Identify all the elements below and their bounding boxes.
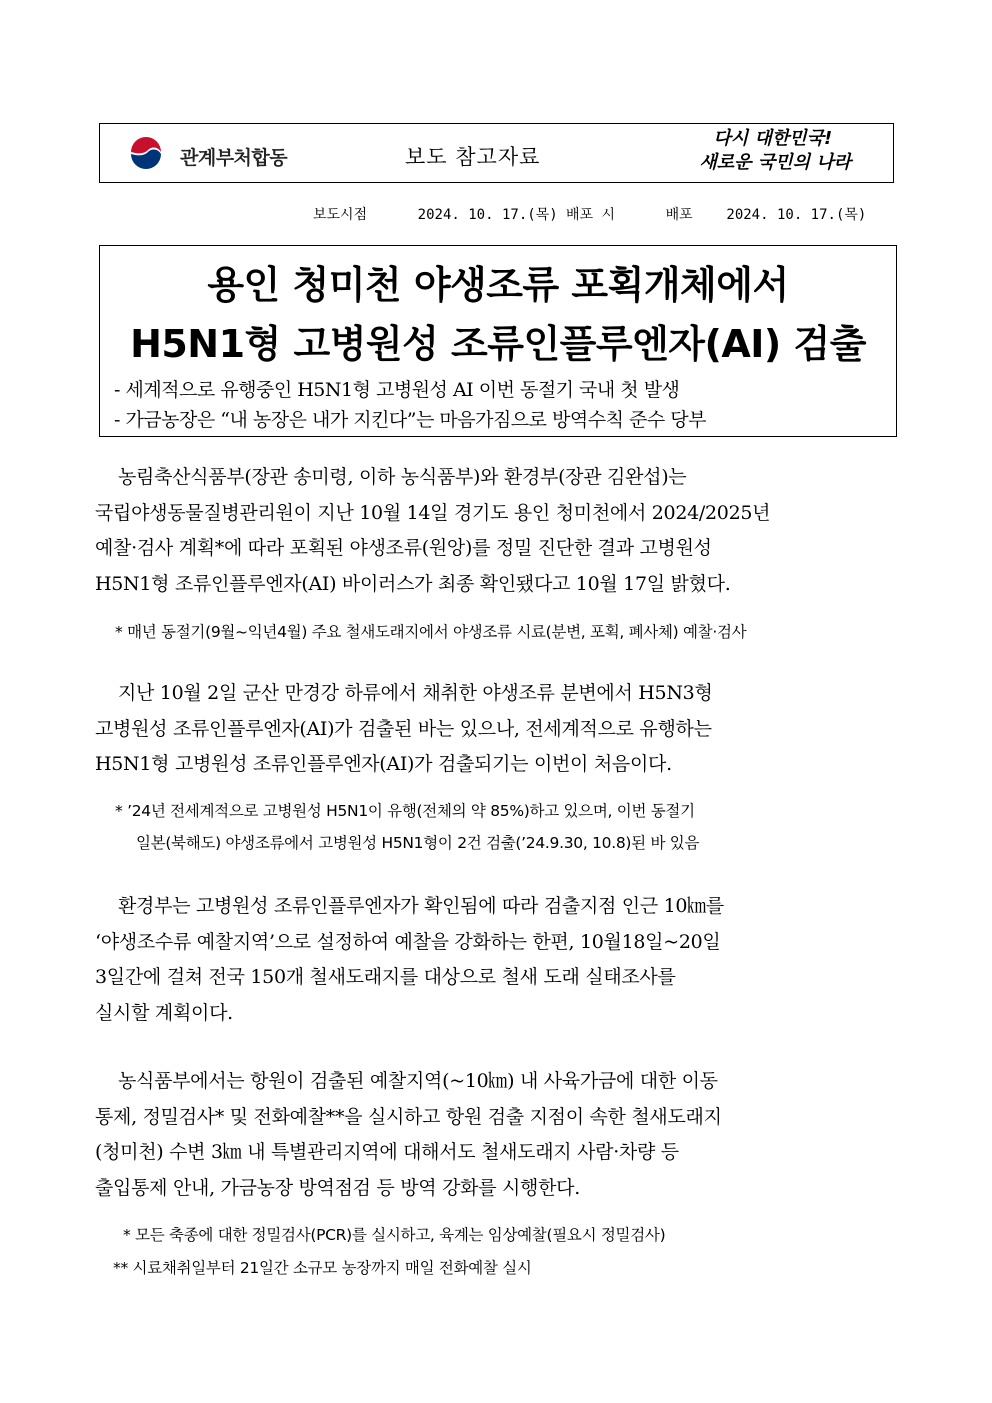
footnote-2a: * ’24년 전세계적으로 고병원성 H5N1이 유행(전체의 약 85%)하고 있으며, 이번 동절기 xyxy=(115,802,695,820)
paragraph-1 xyxy=(95,460,897,602)
paragraph-line: 통제, 정밀검사* 및 전화예찰**을 실시하고 항원 검출 지점이 속한 철새도래지 xyxy=(95,1105,722,1128)
slogan-line-2: 새로운 국민의 나라 xyxy=(699,152,851,173)
org-name: 관계부처합동 xyxy=(180,147,288,169)
footnote-2b: 일본(북해도) 야생조류에서 고병원성 H5N1형이 2건 검출(’24.9.30, 10.8)된 바 있음 xyxy=(136,834,700,852)
paragraph-line: H5N1형 고병원성 조류인플루엔자(AI)가 검출되기는 이번이 처음이다. xyxy=(95,753,672,775)
paragraph-line: 국립야생동물질병관리원이 지난 10월 14일 경기도 용인 청미천에서 2024/2025년 xyxy=(95,501,771,524)
paragraph-4 xyxy=(95,1064,897,1206)
title-line-1: 용인 청미천 야생조류 포획개체에서 xyxy=(207,263,789,307)
paragraph-line: H5N1형 조류인플루엔자(AI) 바이러스가 최종 확인됐다고 10월 17일 밝혔다. xyxy=(95,572,731,595)
footnote-4b: ** 시료채취일부터 21일간 소규모 농장까지 매일 전화예찰 실시 xyxy=(113,1259,532,1277)
release-info: 보도시점 2024. 10. 17.(목) 배포 시 배포 2024. 10. 17.(목) xyxy=(313,207,867,223)
footnote-4a: * 모든 축종에 대한 정밀검사(PCR)를 실시하고, 육계는 임상예찰(필요시 정밀검사) xyxy=(123,1226,666,1244)
doc-type-label: 보도 참고자료 xyxy=(405,145,541,169)
paragraph-line: (청미천) 수변 3㎞ 내 특별관리지역에 대해서도 철새도래지 사람·차량 등 xyxy=(95,1141,679,1163)
paragraph-line: 농식품부에서는 항원이 검출된 예찰지역(~10㎞) 내 사육가금에 대한 이동 xyxy=(95,1070,718,1092)
paragraph-line: 예찰·검사 계획*에 따라 포획된 야생조류(원앙)를 정밀 진단한 결과 고병원성 xyxy=(95,537,712,559)
title-line-2: H5N1형 고병원성 조류인플루엔자(AI) 검출 xyxy=(130,322,866,366)
paragraph-line: 3일간에 걸쳐 전국 150개 철새도래지를 대상으로 철새 도래 실태조사를 xyxy=(95,966,676,988)
paragraph-3 xyxy=(95,889,897,1031)
paragraph-line: 실시할 계획이다. xyxy=(95,1001,233,1024)
footnote-1: * 매년 동절기(9월~익년4월) 주요 철새도래지에서 야생조류 시료(분변, 포획, 폐사체) 예찰·검사 xyxy=(115,623,747,641)
subtitle-2: - 가금농장은 “내 농장은 내가 지킨다”는 마음가짐으로 방역수칙 준수 당부 xyxy=(114,409,706,431)
paragraph-line: 환경부는 고병원성 조류인플루엔자가 확인됨에 따라 검출지점 인근 10㎞를 xyxy=(95,895,724,917)
subtitle-1: - 세계적으로 유행중인 H5N1형 고병원성 AI 이번 동절기 국내 첫 발생 xyxy=(114,379,680,401)
government-emblem-icon xyxy=(128,135,164,171)
paragraph-line: 출입통제 안내, 가금농장 방역점검 등 방역 강화를 시행한다. xyxy=(95,1176,580,1199)
title-box xyxy=(99,245,897,437)
header-box xyxy=(99,123,894,183)
paragraph-line: 지난 10월 2일 군산 만경강 하류에서 채취한 야생조류 분변에서 H5N3형 xyxy=(95,682,713,704)
paragraph-2 xyxy=(95,676,897,783)
paragraph-line: 고병원성 조류인플루엔자(AI)가 검출된 바는 있으나, 전세계적으로 유행하는 xyxy=(95,717,712,740)
paragraph-line: ‘야생조수류 예찰지역’으로 설정하여 예찰을 강화하는 한편, 10월18일~20일 xyxy=(95,930,721,953)
slogan-line-1: 다시 대한민국! xyxy=(713,128,833,149)
slogan xyxy=(699,127,851,175)
paragraph-line: 농림축산식품부(장관 송미령, 이하 농식품부)와 환경부(장관 김완섭)는 xyxy=(95,466,687,488)
